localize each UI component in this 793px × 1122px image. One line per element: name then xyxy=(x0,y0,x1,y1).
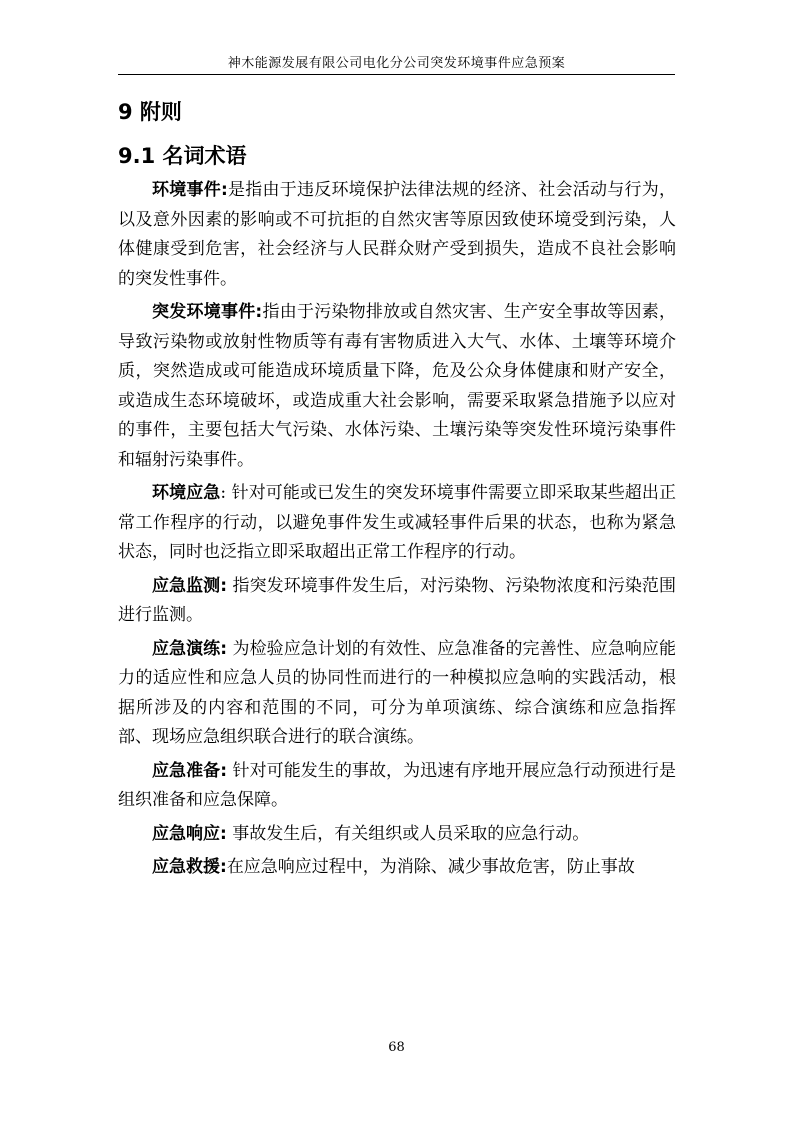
page-number: 68 xyxy=(388,1040,405,1055)
definition-paragraph xyxy=(118,635,676,753)
definition-term: 环境应急 xyxy=(152,483,221,503)
definition-term: 应急准备: xyxy=(152,760,228,781)
definition-paragraph xyxy=(118,298,676,475)
definition-paragraph xyxy=(118,572,676,631)
section-title: 9.1 名词术语 xyxy=(118,144,247,168)
definition-text: 指由于污染物排放或自然灾害、生产安全事故等因素，导致污染物或放射性物质等有毒有害物质进入大气、水体、土壤等环境介质，突然造成或可能造成环境质量下降，危及公众身体健康和财产安全，或造成生态环境破坏，或造成重大社会影响，需要采取紧急措施予以应对的事件，主要包括大气污染、水体污染、土壤污染等突发性环境污染事件和辐射污染事件。 xyxy=(118,302,676,470)
definition-text: 事故发生后，有关组织或人员采取的应急行动。 xyxy=(226,823,590,844)
header-rule xyxy=(118,74,675,75)
definition-paragraph xyxy=(118,757,676,816)
definition-text: 指突发环境事件发生后，对污染物、污染物浓度和污染范围进行监测。 xyxy=(118,575,676,625)
definition-paragraph xyxy=(118,853,676,883)
definition-text: 针对可能发生的事故，为迅速有序地开展应急行动预进行是组织准备和应急保障。 xyxy=(118,760,676,810)
definition-term: 应急救援: xyxy=(152,857,227,877)
definition-text: 为检验应急计划的有效性、应急准备的完善性、应急响应能力的适应性和应急人员的协同性而进行的一种模拟应急响的实践活动，根据所涉及的内容和范围的不同，可分为单项演练、综合演练和应急指挥部、现场应急组织联合进行的联合演练。 xyxy=(118,638,676,747)
definition-paragraph xyxy=(118,479,676,568)
definition-text: 是指由于违反环境保护法律法规的经济、社会活动与行为，以及意外因素的影响或不可抗拒的自然灾害等原因致使环境受到污染，人体健康受到危害，社会经济与人民群众财产受到损失，造成不良社会影响的突发性事件。 xyxy=(118,180,676,289)
definition-text: 在应急响应过程中，为消除、减少事故危害，防止事故 xyxy=(226,857,635,877)
chapter-title: 9 附则 xyxy=(118,100,182,124)
definition-term: 突发环境事件: xyxy=(152,302,263,322)
definition-paragraph xyxy=(118,820,676,850)
definition-term: 应急监测: xyxy=(152,575,228,596)
definition-text: : 针对可能或已发生的突发环境事件需要立即采取某些超出正常工作程序的行动，以避免事件发生或减轻事件后果的状态，也称为紧急状态，同时也泛指立即采取超出正常工作程序的行动。 xyxy=(118,483,676,562)
definition-term: 应急响应: xyxy=(152,823,227,844)
definition-paragraph xyxy=(118,176,676,294)
definition-term: 应急演练: xyxy=(152,638,228,659)
page-header: 神木能源发展有限公司电化分公司突发环境事件应急预案 xyxy=(227,56,566,71)
definitions-body xyxy=(118,176,676,887)
definition-term: 环境事件: xyxy=(152,180,228,200)
